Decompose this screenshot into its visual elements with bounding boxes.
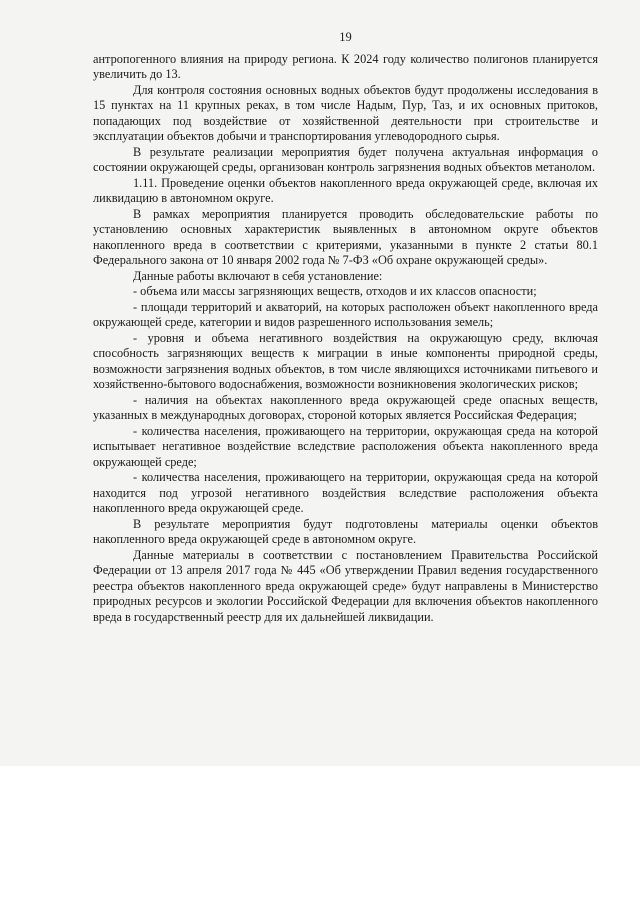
list-item-3: - уровня и объема негативного воздействия на окружающую среду, включая способность загрязняющих веществ к миграции в иные компоненты природной среды, возможности загрязнения водных объектов, в том числе являющихся источниками питьевого и хозяйственно-бытового водоснабжения, возможности возникновения экологических рисков; [93,330,598,391]
page-text-area [93,30,598,625]
list-item-5: - количества населения, проживающего на территории, окружающая среда на которой испытывает негативное воздействие вследствие расположения объекта накопленного вреда окружающей среде; [93,423,598,469]
paragraph-14: Данные материалы в соответствии с постановлением Правительства Российской Федерации от 13 апреля 2017 года № 445 «Об утверждении Правил ведения государственного реестра объектов накопленного вреда окружающей среде» будут направлены в Министерство природных ресурсов и экологии Российской Федерации для включения объектов накопленного вреда в государственный реестр для их дальнейшей ликвидации. [93,547,598,624]
paragraph-13: В результате мероприятия будут подготовлены материалы оценки объектов накопленного вреда окружающей среде в автономном округе. [93,516,598,546]
list-item-6: - количества населения, проживающего на территории, окружающая среда на которой находится под угрозой негативного воздействия вследствие расположения объекта накопленного вреда окружающей среде. [93,470,598,515]
list-item-2: - площади территорий и акваторий, на которых расположен объект накопленного вреда окружающей среде, категории и видов разрешенного использования земель; [93,299,598,329]
paragraph-3: В результате реализации мероприятия будет получена актуальная информация о состоянии окружающей среды, организован контроль загрязнения водных объектов метанолом. [93,144,598,174]
paragraph-6: Данные работы включают в себя установление: [133,268,383,283]
list-item-1: - объема или массы загрязняющих веществ, отходов и их классов опасности; [133,284,537,298]
paragraph-5: В рамках мероприятия планируется проводить обследовательские работы по установлению основных характеристик выявленных в автономном округе объектов накопленного вреда в соответствии с критериями, указанными в пункте 2 статьи 80.1 Федерального закона от 10 января 2002 года № 7-ФЗ «Об охране окружающей среды». [93,206,598,267]
paragraph-2: Для контроля состояния основных водных объектов будут продолжены исследования в 15 пунктах на 11 крупных реках, в том числе Надым, Пур, Таз, и их основных притоков, попадающих под воздействие от хозяйственной деятельности при строительстве и эксплуатации объектов добычи и транспортирования углеводородного сырья. [93,82,598,143]
page-number: 19 [339,30,352,44]
list-item-4: - наличия на объектах накопленного вреда окружающей среде опасных веществ, указанных в международных договорах, стороной которых является Российская Федерация; [93,392,598,422]
paragraph-1: антропогенного влияния на природу региона. К 2024 году количество полигонов планируется увеличить до 13. [93,51,598,81]
section-heading-1-11: 1.11. Проведение оценки объектов накопленного вреда окружающей среде, включая их ликвидацию в автономном округе. [93,175,598,205]
